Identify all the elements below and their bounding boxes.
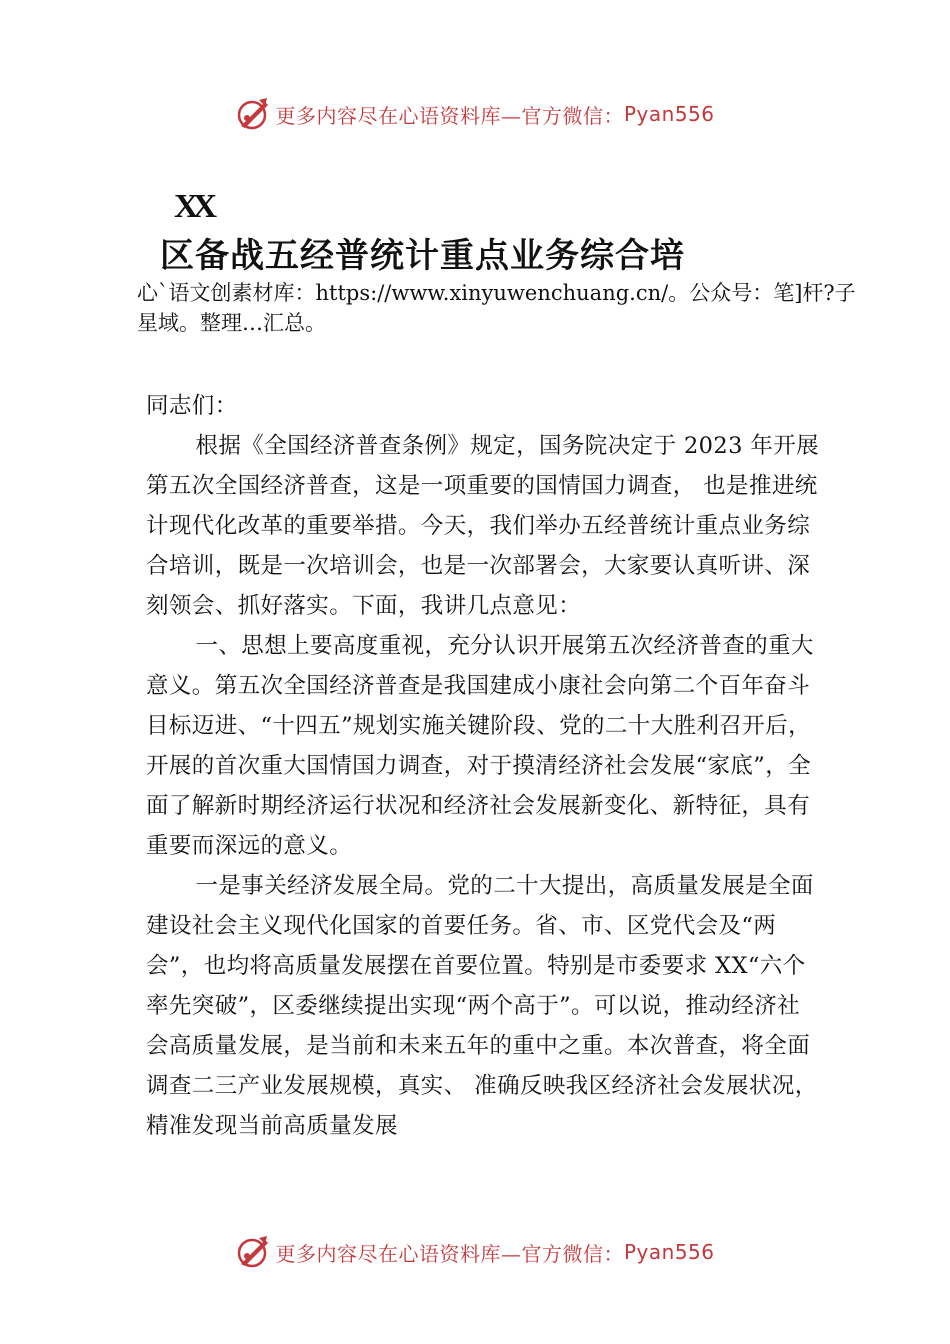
brush-logo-icon [235,96,271,132]
document-title: 区备战五经普统计重点业务综合培 [160,236,685,276]
watermark-text: 更多内容尽在心语资料库—官方微信： [275,1241,624,1266]
brush-logo-icon [235,1234,271,1270]
source-line: 心`语文创素材库：https://www.xinyuwenchuang.cn/。公众号：笔]杆?子星域。整理…汇总。 [137,281,856,335]
watermark-banner-top [0,94,950,134]
paragraph: 一是事关经济发展全局。党的二十大提出，高质量发展是全面建设社会主义现代化国家的首要任务。省、市、区党代会及“两会”，也均将高质量发展摆在首要位置。特别是市委要求 XX“六个率先突破”，区委继续提出实现“两个高于”。可以说，推动经济社会高质量发展，是当前和未来五年的重中之重。本次普查，将全面调查二三产业发展规模，真实、 准确反映我区经济社会发展状况，精准发现当前高质量发展 [146,873,818,1139]
paragraph: 一、思想上要高度重视，充分认识开展第五次经济普查的重大意义。第五次全国经济普查是我国建成小康社会向第二个百年奋斗目标迈进、“十四五”规划实施关键阶段、党的二十大胜利召开后，开展的首次重大国情国力调查，对于摸清经济社会发展“家底”，全面了解新时期经济运行状况和经济社会发展新变化、新特征，具有重要而深远的意义。 [146,633,814,859]
document-body [146,386,822,1146]
watermark-text: 更多内容尽在心语资料库—官方微信： [275,103,624,128]
watermark-wechat-id: Pyan556 [623,1240,715,1264]
greeting: 同志们： [146,393,238,419]
watermark-banner-bottom [0,1232,950,1272]
paragraph: 根据《全国经济普查条例》规定，国务院决定于 2023 年开展第五次全国经济普查，这是一项重要的国情国力调查， 也是推进统计现代化改革的重要举措。今天，我们举办五经普统计重点业务综合培训，既是一次培训会，也是一次部署会，大家要认真听讲、深刻领会、抓好落实。下面，我讲几点意见： [146,433,820,619]
title-prefix: XX [174,188,212,225]
watermark-wechat-id: Pyan556 [623,102,715,126]
